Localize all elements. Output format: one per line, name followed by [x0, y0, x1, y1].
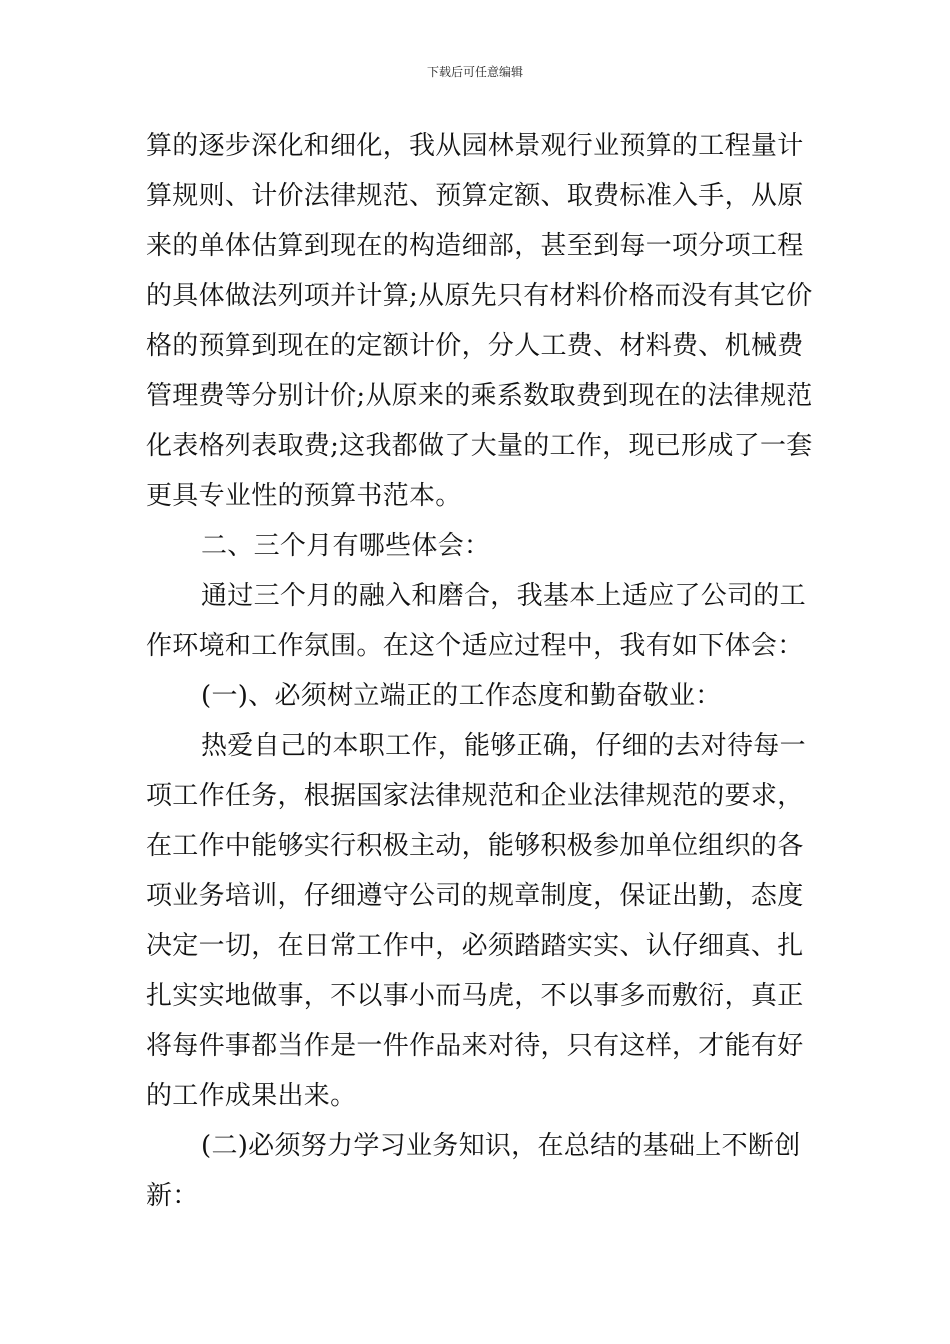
text-line: 扎实实地做事，不以事小而马虎，不以事多而敷衍，真正	[146, 981, 804, 1011]
text-line: 决定一切，在日常工作中，必须踏踏实实、认仔细真、扎	[146, 931, 804, 961]
page-header: 下载后可任意编辑	[426, 65, 523, 79]
subsection-heading: (一)、必须树立端正的工作态度和勤奋敬业：	[201, 681, 722, 711]
paragraph-start-line: 热爱自己的本职工作，能够正确，仔细的去对待每一	[201, 731, 806, 761]
text-line: 的工作成果出来。	[146, 1081, 357, 1111]
subsection-heading: (二)必须努力学习业务知识，在总结的基础上不断创	[201, 1131, 801, 1161]
text-line: 在工作中能够实行积极主动，能够积极参加单位组织的各	[146, 831, 804, 861]
text-line: 算规则、计价法律规范、预算定额、取费标准入手，从原	[146, 181, 804, 211]
text-line: 新：	[146, 1181, 199, 1211]
section-heading: 二、三个月有哪些体会：	[201, 531, 491, 561]
text-line: 管理费等分别计价;从原来的乘系数取费到现在的法律规范	[146, 381, 813, 411]
text-line: 项业务培训，仔细遵守公司的规章制度，保证出勤，态度	[146, 881, 804, 911]
paragraph-start-line: 通过三个月的融入和磨合，我基本上适应了公司的工	[201, 581, 806, 611]
text-line: 化表格列表取费;这我都做了大量的工作，现已形成了一套	[146, 431, 813, 461]
text-line: 的具体做法列项并计算;从原先只有材料价格而没有其它价	[146, 281, 813, 311]
text-line: 格的预算到现在的定额计价，分人工费、材料费、机械费	[146, 331, 804, 361]
text-line: 算的逐步深化和细化，我从园林景观行业预算的工程量计	[146, 131, 804, 161]
document-body	[146, 121, 813, 1221]
text-line: 作环境和工作氛围。在这个适应过程中，我有如下体会：	[146, 631, 804, 661]
text-line: 更具专业性的预算书范本。	[146, 481, 462, 511]
text-line: 项工作任务，根据国家法律规范和企业法律规范的要求，	[146, 781, 804, 811]
text-line: 将每件事都当作是一件作品来对待，只有这样，才能有好	[146, 1031, 804, 1061]
text-line: 来的单体估算到现在的构造细部，甚至到每一项分项工程	[146, 231, 804, 261]
